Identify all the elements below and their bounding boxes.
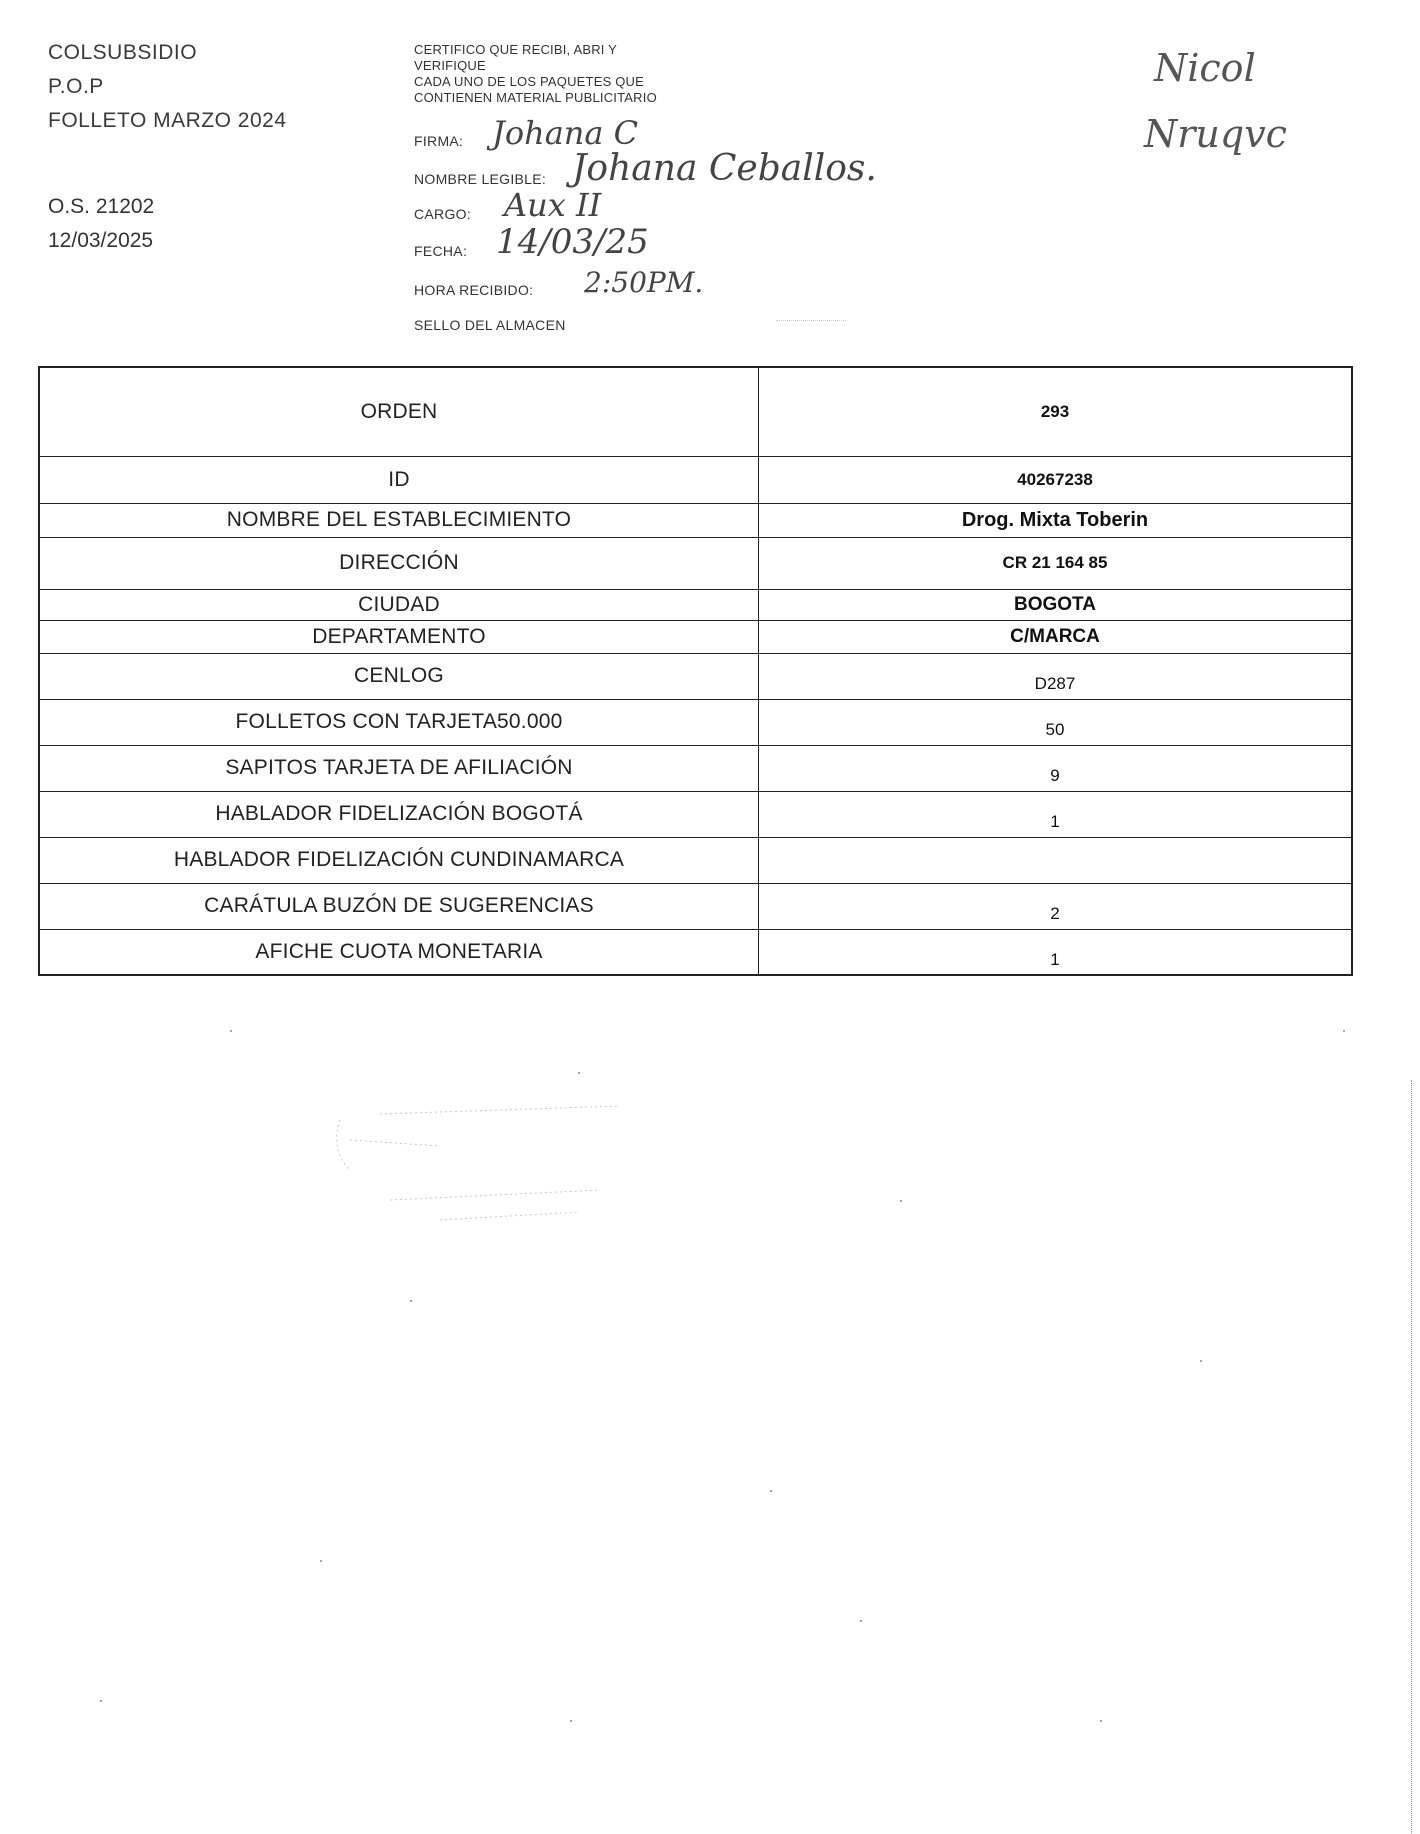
row-value — [759, 456, 1353, 503]
table-row — [39, 791, 1352, 837]
scan-speck — [570, 1720, 572, 1722]
nombre-legible-label: NOMBRE LEGIBLE: — [414, 171, 547, 187]
scan-speck — [1100, 1720, 1102, 1722]
table-row — [39, 745, 1352, 791]
row-value — [759, 620, 1353, 653]
table-row — [39, 699, 1352, 745]
scan-speck — [410, 1300, 412, 1302]
folletos-value: 50 — [1045, 720, 1065, 739]
cert-line-3: CADA UNO DE LOS PAQUETES QUE — [414, 74, 645, 89]
cargo-label: CARGO: — [414, 206, 472, 222]
cenlog-value: D287 — [1034, 674, 1076, 693]
scan-speck — [100, 1700, 102, 1702]
city-value: BOGOTA — [1014, 593, 1096, 615]
row-value — [759, 537, 1353, 589]
table-row — [39, 653, 1352, 699]
scan-speck — [578, 1072, 580, 1074]
id-value: 40267238 — [1017, 469, 1093, 489]
row-label: NOMBRE DEL ESTABLECIMIENTO — [39, 503, 759, 537]
order-info — [48, 190, 154, 258]
scan-speck — [900, 1200, 902, 1202]
scan-speck — [230, 1030, 232, 1032]
scan-speck — [1200, 1360, 1202, 1362]
row-label: FOLLETOS CON TARJETA50.000 — [39, 699, 759, 745]
row-label: CARÁTULA BUZÓN DE SUGERENCIAS — [39, 883, 759, 929]
fecha-label: FECHA: — [414, 243, 468, 259]
table-row — [39, 837, 1352, 883]
table-row — [39, 503, 1352, 537]
os-date: 12/03/2025 — [48, 229, 154, 252]
hablador-bogota-value: 1 — [1050, 812, 1060, 831]
bleed-line — [350, 1140, 440, 1146]
cert-line-4: CONTIENEN MATERIAL PUBLICITARIO — [414, 90, 657, 105]
row-label: SAPITOS TARJETA DE AFILIACIÓN — [39, 745, 759, 791]
sello-label: SELLO DEL ALMACEN — [414, 317, 566, 333]
row-value — [759, 589, 1353, 620]
scan-speck — [320, 1560, 322, 1562]
fecha-value: 14/03/25 — [496, 222, 649, 262]
department-value: C/MARCA — [1010, 625, 1100, 647]
row-label: DEPARTAMENTO — [39, 620, 759, 653]
afiche-value: 1 — [1050, 949, 1060, 969]
row-value — [759, 653, 1353, 699]
order-value: 293 — [1040, 401, 1070, 421]
company-name: COLSUBSIDIO — [48, 41, 198, 64]
nombre-legible-value: Johana Ceballos. — [572, 148, 877, 189]
cert-line-2: VERIFIQUE — [414, 58, 486, 73]
row-value — [759, 791, 1353, 837]
faint-stamp-mark — [776, 320, 846, 321]
table-row — [39, 589, 1352, 620]
row-label: HABLADOR FIDELIZACIÓN BOGOTÁ — [39, 791, 759, 837]
row-value — [759, 837, 1353, 883]
firma-label: FIRMA: — [414, 133, 464, 149]
sapitos-value: 9 — [1050, 766, 1060, 785]
row-value — [759, 883, 1353, 929]
row-label: ORDEN — [39, 367, 759, 456]
table-row — [39, 537, 1352, 589]
establishment-value: Drog. Mixta Toberin — [961, 508, 1149, 531]
row-label: CENLOG — [39, 653, 759, 699]
handwritten-note-line-1: Nicol — [1154, 46, 1256, 90]
company-header — [48, 36, 287, 138]
os-number: O.S. 21202 — [48, 195, 155, 218]
row-value — [759, 929, 1353, 975]
scan-speck — [770, 1490, 772, 1492]
certification-text — [414, 42, 657, 106]
delivery-table — [38, 366, 1353, 976]
cert-line-1: CERTIFICO QUE RECIBI, ABRI Y — [414, 42, 618, 57]
table-row — [39, 367, 1352, 456]
row-label: DIRECCIÓN — [39, 537, 759, 589]
bleed-line — [440, 1212, 580, 1220]
folleto-title: FOLLETO MARZO 2024 — [48, 109, 287, 132]
bleed-line — [380, 1106, 620, 1114]
bleed-line — [390, 1190, 600, 1200]
table-row — [39, 883, 1352, 929]
row-label: CIUDAD — [39, 589, 759, 620]
row-label: AFICHE CUOTA MONETARIA — [39, 929, 759, 975]
scan-speck — [1343, 1030, 1345, 1032]
bleed-line — [337, 1120, 350, 1170]
cargo-value: Aux II — [504, 186, 602, 224]
hora-recibido-value: 2:50PM. — [584, 266, 704, 299]
row-value — [759, 699, 1353, 745]
row-label: HABLADOR FIDELIZACIÓN CUNDINAMARCA — [39, 837, 759, 883]
table-row — [39, 929, 1352, 975]
firma-signature: Johana C — [492, 114, 639, 152]
row-value — [759, 745, 1353, 791]
hora-recibido-label: HORA RECIBIDO: — [414, 282, 534, 298]
scan-edge — [1411, 1080, 1414, 1834]
handwritten-note-line-2: Nruqvc — [1144, 112, 1287, 156]
row-value — [759, 367, 1353, 456]
bleed-through-marks — [320, 1080, 700, 1250]
table-row — [39, 620, 1352, 653]
document-type: P.O.P — [48, 75, 104, 98]
table-row — [39, 456, 1352, 503]
scan-speck — [860, 1620, 862, 1622]
row-value — [759, 503, 1353, 537]
caratula-value: 2 — [1050, 904, 1060, 923]
address-value: CR 21 164 85 — [1002, 553, 1108, 572]
row-label: ID — [39, 456, 759, 503]
